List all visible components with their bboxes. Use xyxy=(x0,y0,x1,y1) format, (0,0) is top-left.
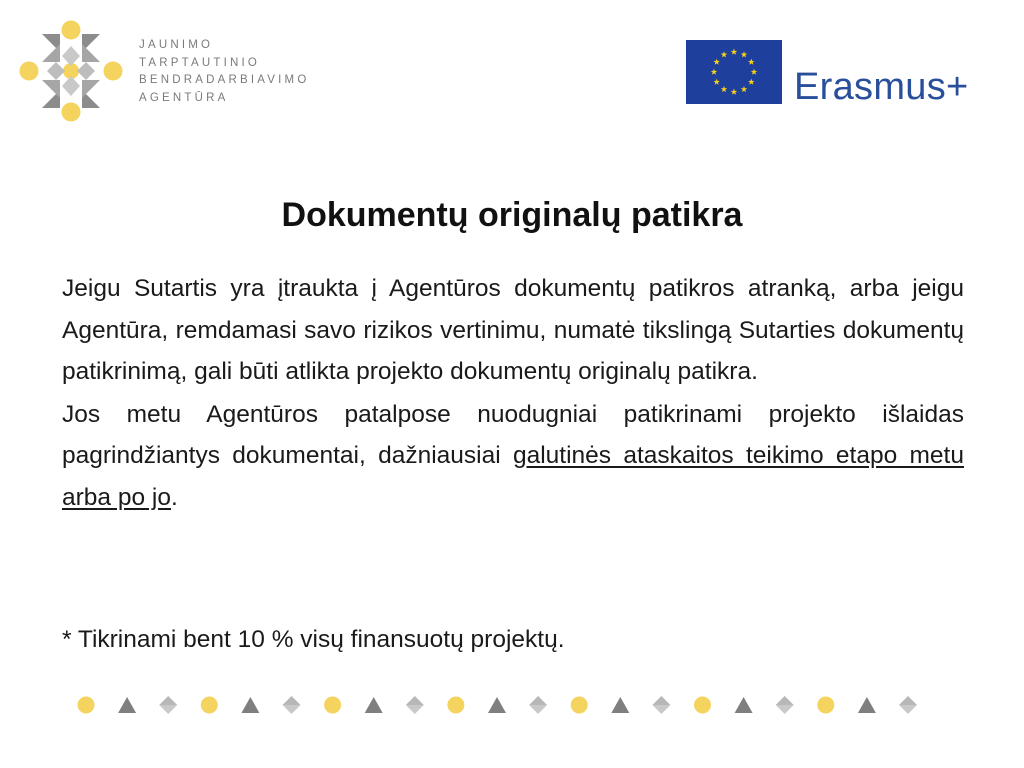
footer-triangle-icon xyxy=(611,697,629,713)
agency-name-line-1: JAUNIMO xyxy=(139,39,214,51)
footer-circle-icon xyxy=(324,697,341,714)
agency-name-line-4: AGENTŪRA xyxy=(139,91,229,104)
footer-circle-icon xyxy=(447,697,464,714)
footnote: * Tikrinami bent 10 % visų finansuotų projektų. xyxy=(62,626,565,653)
footer-diamond-icon xyxy=(159,696,177,714)
footer-circle-icon xyxy=(817,697,834,714)
footer-triangle-icon xyxy=(858,697,876,713)
footer-diamond-icon xyxy=(406,696,424,714)
footer-diamond-icon xyxy=(529,696,547,714)
agency-logo-icon xyxy=(16,18,126,124)
erasmus-wordmark: Erasmus+ xyxy=(794,66,969,108)
footer-triangle-icon xyxy=(365,697,383,713)
footer-circle-icon xyxy=(571,697,588,714)
paragraph-2 xyxy=(62,394,964,519)
footer-circle-icon xyxy=(694,697,711,714)
paragraph-2-start: Jos metu Agentūros patalpose nuodugniai patikrinami projekto išlaidas pagrindžiantys dokumentai, dažniausiai xyxy=(62,400,964,469)
footer-triangle-icon xyxy=(488,697,506,713)
body-text xyxy=(62,268,964,518)
footer-pattern xyxy=(77,694,927,716)
footer-diamond-icon xyxy=(776,696,794,714)
paragraph-2-end: . xyxy=(170,483,178,511)
footer-diamond-icon xyxy=(283,696,301,714)
footer-diamond-icon xyxy=(652,696,670,714)
footer-circle-icon xyxy=(78,697,95,714)
footer-triangle-icon xyxy=(735,697,753,713)
agency-name-line-3: BENDRADARBIAVIMO xyxy=(139,74,310,86)
agency-name xyxy=(139,37,309,107)
footer-diamond-icon xyxy=(899,696,917,714)
agency-name-line-2: TARPTAUTINIO xyxy=(139,56,261,69)
footer-triangle-icon xyxy=(241,697,259,713)
paragraph-2-underlined: galutinės ataskaitos teikimo etapo metu arba po jo xyxy=(62,442,964,511)
footer-triangle-icon xyxy=(118,697,136,713)
page-title: Dokumentų originalų patikra xyxy=(281,196,743,234)
eu-flag-icon xyxy=(686,40,782,104)
paragraph-1: Jeigu Sutartis yra įtraukta į Agentūros dokumentų patikros atranką, arba jeigu Agentūra, remdamasi savo rizikos vertinimu, numatė tikslingą Sutarties dokumentų patikrinimą, gali būti atlikta projekto dokumentų originalų patikra. xyxy=(62,275,964,385)
footer-circle-icon xyxy=(201,697,218,714)
